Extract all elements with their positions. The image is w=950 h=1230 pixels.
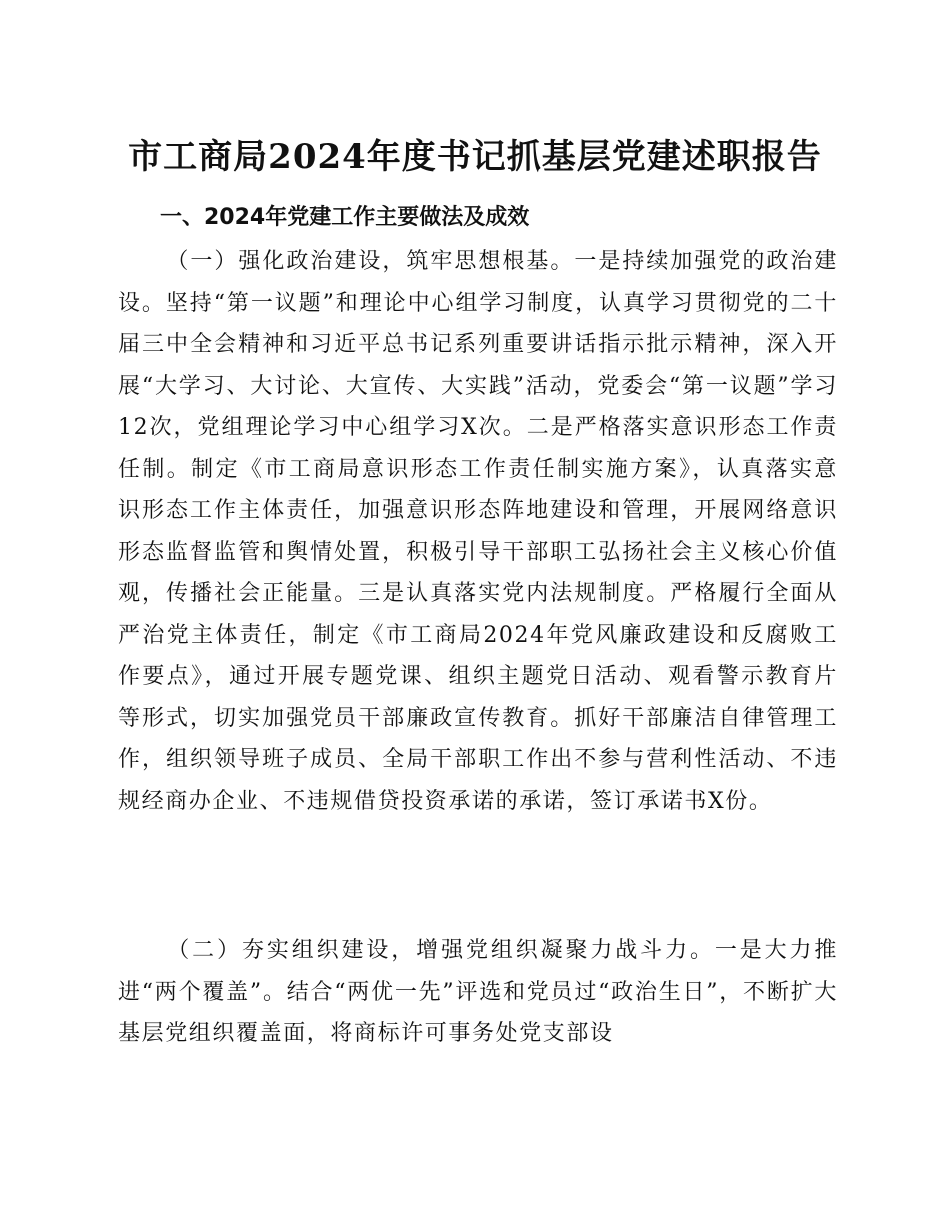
paragraph-1 xyxy=(118,241,838,822)
paragraph-1-text: （一）强化政治建设，筑牢思想根基。一是持续加强党的政治建设。坚持“第一议题”和理论中心组学习制度，认真学习贯彻党的二十届三中全会精神和习近平总书记系列重要讲话指示批示精神，深入开展“大学习、大讨论、大宣传、大实践”活动，党委会“第一议题”学习12次，党组理论学习中心组学习X次。二是严格落实意识形态工作责任制。制定《市工商局意识形态工作责任制实施方案》，认真落实意识形态工作主体责任，加强意识形态阵地建设和管理，开展网络意识形态监督监管和舆情处置，积极引导干部职工弘扬社会主义核心价值观，传播社会正能量。三是认真落实党内法规制度。严格履行全面从严治党主体责任，制定《市工商局2024年党风廉政建设和反腐败工作要点》，通过开展专题党课、组织主题党日活动、观看警示教育片等形式，切实加强党员干部廉政宣传教育。抓好干部廉洁自律管理工作，组织领导班子成员、全局干部职工作出不参与营利性活动、不违规经商办企业、不违规借贷投资承诺的承诺，签订承诺书X份。 xyxy=(118,249,838,814)
section-heading: 一、2024年党建工作主要做法及成效 xyxy=(160,205,530,230)
paragraph-2-text: （二）夯实组织建设，增强党组织凝聚力战斗力。一是大力推进“两个覆盖”。结合“两优一先”评选和党员过“政治生日”，不断扩大基层党组织覆盖面，将商标许可事务处党支部设 xyxy=(118,938,838,1046)
document-title: 市工商局2024年度书记抓基层党建述职报告 xyxy=(128,137,822,177)
paragraph-2 xyxy=(118,930,838,1055)
